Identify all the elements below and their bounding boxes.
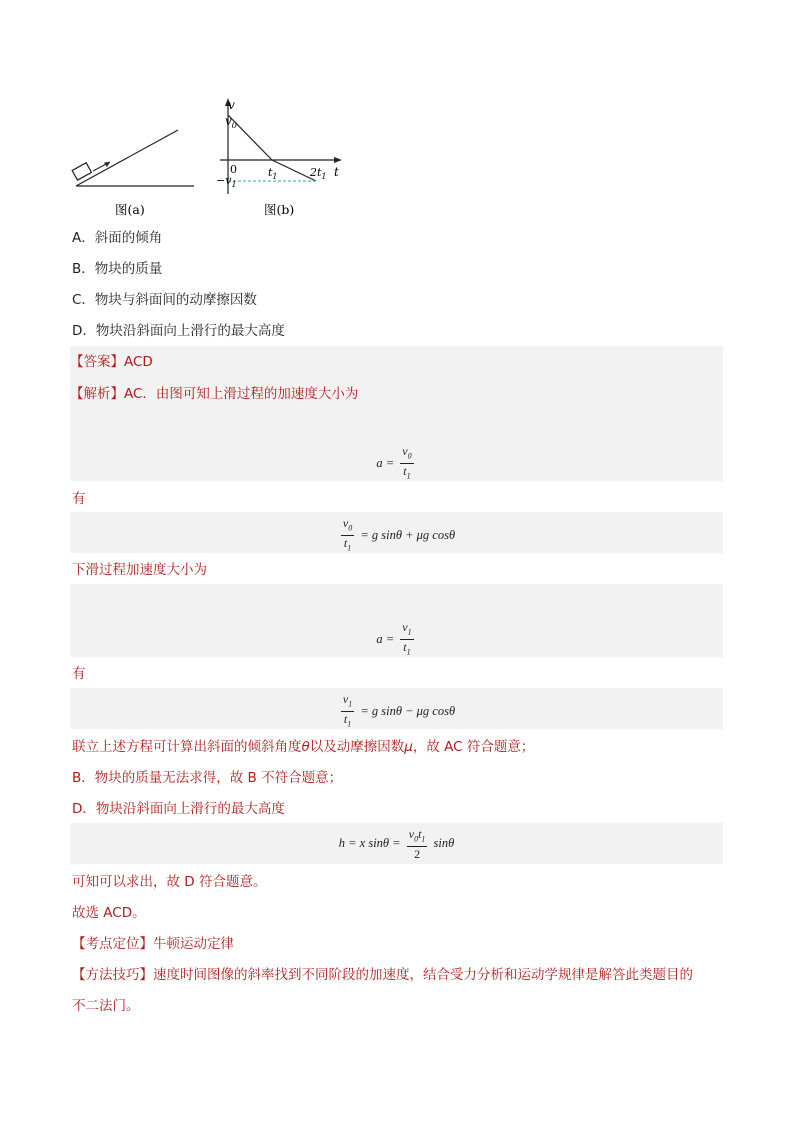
block-on-incline bbox=[72, 163, 91, 180]
eq5-lhs: h = x sinθ = bbox=[338, 836, 401, 851]
equation-5 bbox=[70, 827, 723, 861]
figure-b-caption: 图(b) bbox=[264, 202, 295, 217]
figure-b-vt-graph bbox=[216, 98, 342, 194]
d-line: D．物块沿斜面向上滑行的最大高度 bbox=[72, 801, 285, 817]
eq1-lhs: a = bbox=[376, 455, 395, 470]
answer-tag: 【答案】 bbox=[70, 354, 124, 370]
answer-value: ACD bbox=[124, 354, 153, 370]
option-c: C．物块与斜面间的动摩擦因数 bbox=[72, 292, 257, 308]
incline-slope-line bbox=[76, 130, 178, 186]
you-line-2: 有 bbox=[72, 666, 86, 682]
equation-1 bbox=[70, 444, 723, 484]
eq2-rhs: = g sinθ + μg cosθ bbox=[360, 527, 456, 542]
fangfa-line-2: 不二法门。 bbox=[72, 998, 140, 1014]
equation-4 bbox=[70, 692, 723, 732]
problem-figures bbox=[60, 92, 360, 224]
eq3-lhs: a = bbox=[376, 631, 395, 646]
t-axis-arrowhead bbox=[334, 157, 342, 163]
figure-a-caption: 图(a) bbox=[115, 202, 145, 217]
kaodian-value: 牛顿运动定律 bbox=[153, 936, 234, 952]
equation-2 bbox=[70, 516, 723, 556]
d-conclude-line: 可知可以求出，故 D 符合题意。 bbox=[72, 874, 267, 890]
v0-label: $v_0$ bbox=[225, 114, 237, 130]
equation-2-block bbox=[70, 512, 723, 553]
analysis-tag: 【解析】 bbox=[70, 386, 124, 402]
down-intro-line: 下滑过程加速度大小为 bbox=[72, 562, 207, 578]
kaodian-line bbox=[72, 934, 234, 954]
axis-t-label: t bbox=[334, 165, 339, 179]
answer-line bbox=[70, 352, 153, 372]
t1-label: $t_1$ bbox=[268, 166, 278, 181]
eq5-fraction: $\frac{v_0t_1}{2}$ bbox=[408, 827, 426, 862]
fangfa-line-1 bbox=[72, 965, 693, 985]
option-a: A．斜面的倾角 bbox=[72, 230, 163, 246]
figure-a-incline-diagram bbox=[60, 92, 360, 224]
axis-v-label: v bbox=[228, 98, 235, 112]
2t1-label: $2t_1$ bbox=[310, 166, 327, 181]
final-answer-line: 故选 ACD。 bbox=[72, 905, 146, 921]
fangfa-text-1: 速度时间图像的斜率找到不同阶段的加速度，结合受力分析和运动学规律是解答此类题目的 bbox=[153, 967, 693, 983]
answer-analysis-block bbox=[70, 346, 723, 481]
kaodian-tag: 【考点定位】 bbox=[72, 936, 153, 952]
equation-5-block bbox=[70, 823, 723, 864]
equation-3 bbox=[70, 620, 723, 660]
option-d: D．物块沿斜面向上滑行的最大高度 bbox=[72, 323, 285, 339]
eq1-fraction: $\frac{v_0}{t_1}$ bbox=[402, 444, 412, 481]
eq4-fraction: $\frac{v_1}{t_1}$ bbox=[342, 692, 353, 729]
eq3-fraction: $\frac{v_1}{t_1}$ bbox=[402, 620, 412, 657]
eq5-rhs: sinθ bbox=[433, 836, 455, 851]
option-b: B．物块的质量 bbox=[72, 261, 163, 277]
eq2-fraction: $\frac{v_0}{t_1}$ bbox=[342, 516, 353, 553]
conclude-ac-line: 联立上述方程可计算出斜面的倾斜角度θ以及动摩擦因数μ，故 AC 符合题意； bbox=[72, 739, 535, 755]
fangfa-tag: 【方法技巧】 bbox=[72, 967, 153, 983]
equation-3-block bbox=[70, 584, 723, 657]
equation-4-block bbox=[70, 688, 723, 729]
neg-v1-label: $-v_1$ bbox=[216, 174, 237, 189]
analysis-intro-text: AC．由图可知上滑过程的加速度大小为 bbox=[124, 386, 359, 402]
you-line-1: 有 bbox=[72, 491, 86, 507]
analysis-intro bbox=[70, 384, 358, 404]
origin-label: 0 bbox=[230, 163, 237, 176]
b-line: B．物块的质量无法求得，故 B 不符合题意； bbox=[72, 770, 343, 786]
eq4-rhs: = g sinθ − μg cosθ bbox=[360, 703, 456, 718]
